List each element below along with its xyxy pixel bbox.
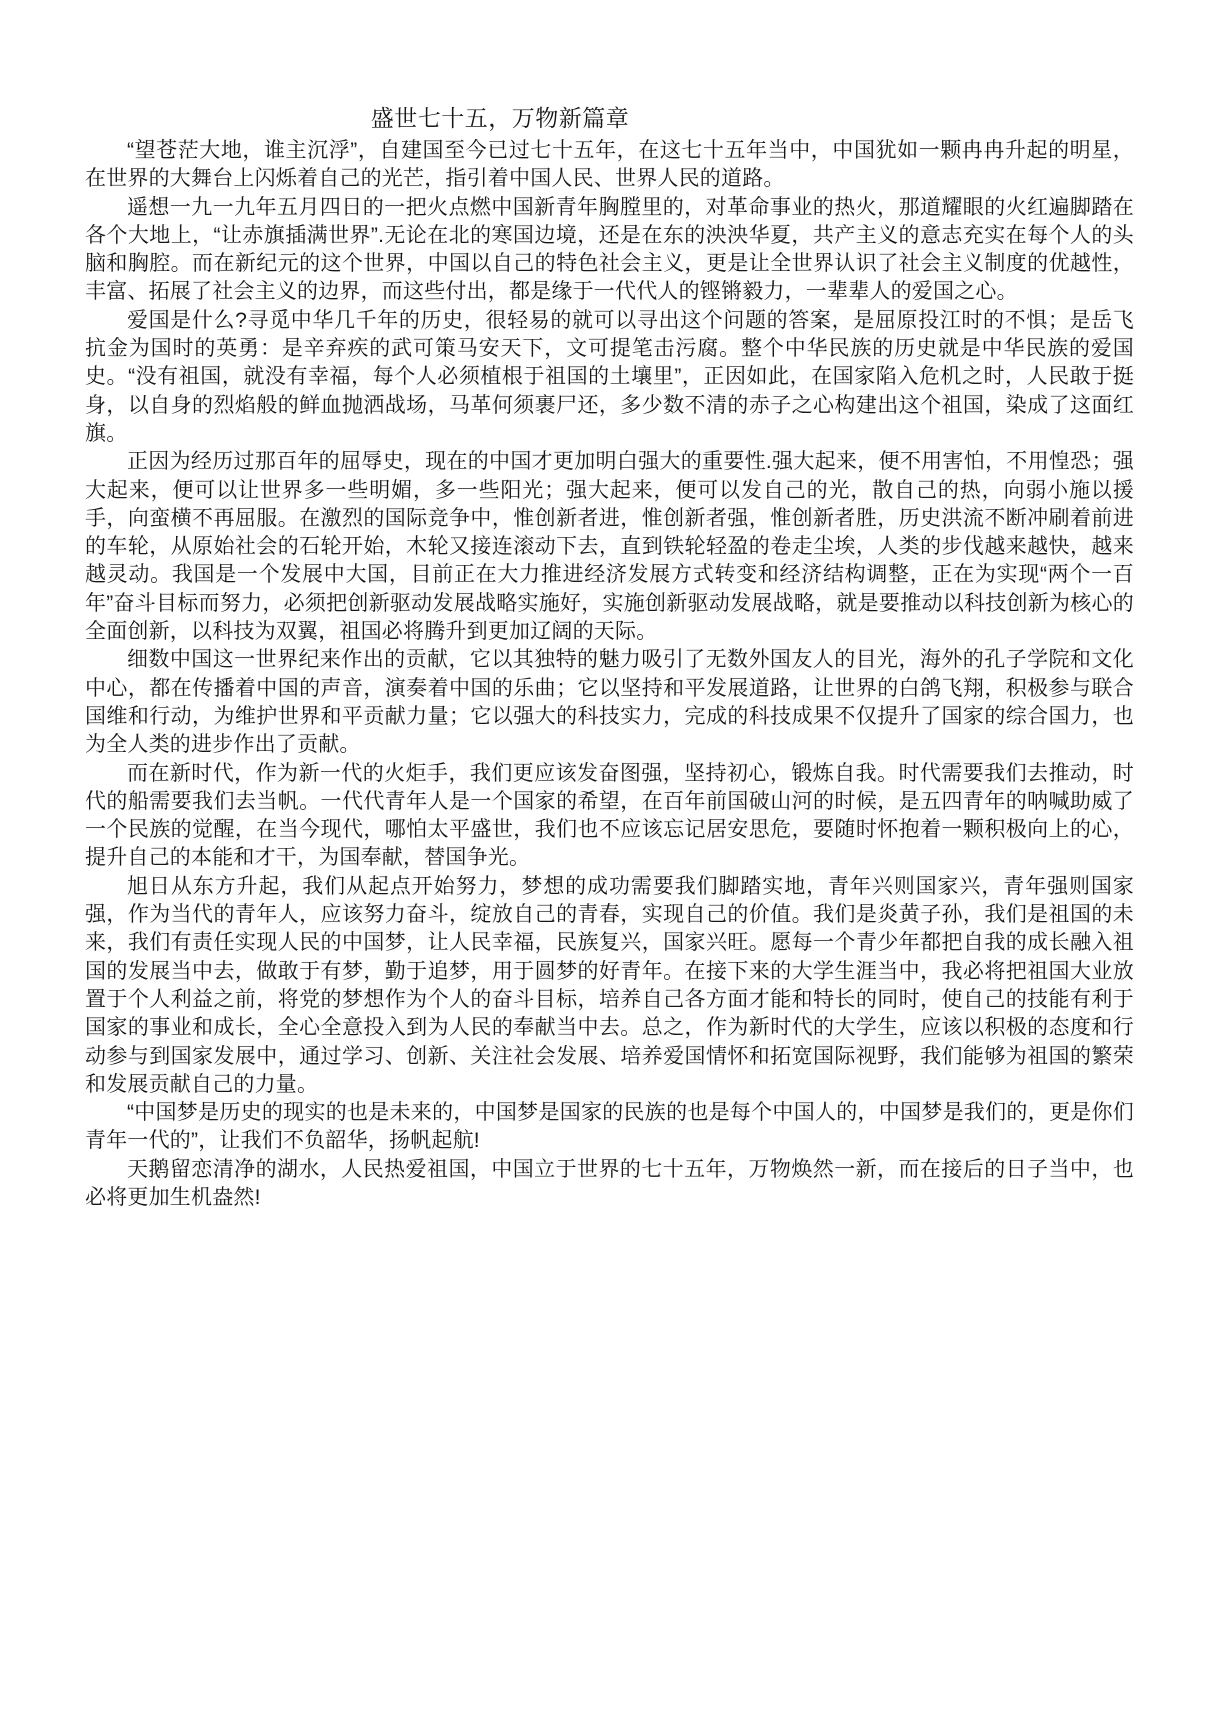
- paragraph-5: 细数中国这一世界纪来作出的贡献，它以其独特的魅力吸引了无数外国友人的目光，海外的孔子学院和文化中心，都在传播着中国的声音，演奏着中国的乐曲；它以坚持和平发展道路，让世界的白鸽飞翔，积极参与联合国维和行动，为维护世界和平贡献力量；它以强大的科技实力，完成的科技成果不仅提升了国家的综合国力，也为全人类的进步作出了贡献。: [85, 648, 1134, 757]
- essay-body: [85, 103, 1134, 1212]
- paragraph-7: 旭日从东方升起，我们从起点开始努力，梦想的成功需要我们脚踏实地，青年兴则国家兴，青年强则国家强，作为当代的青年人，应该努力奋斗，绽放自己的青春，实现自己的价值。我们是炎黄子孙，我们是祖国的未来，我们有责任实现人民的中国梦，让人民幸福，民族复兴，国家兴旺。愿每一个青少年都把自我的成长融入祖国的发展当中去，做敢于有梦，勤于追梦，用于圆梦的好青年。在接下来的大学生涯当中，我必将把祖国大业放置于个人利益之前，将党的梦想作为个人的奋斗目标，培养自己各方面才能和特长的同时，使自己的技能有利于国家的事业和成长，全心全意投入到为人民的奉献当中去。总之，作为新时代的大学生，应该以积极的态度和行动参与到国家发展中，通过学习、创新、关注社会发展、培养爱国情怀和拓宽国际视野，我们能够为祖国的繁荣和发展贡献自己的力量。: [85, 874, 1134, 1096]
- paragraph-9: 天鹅留恋清净的湖水，人民热爱祖国，中国立于世界的七十五年，万物焕然一新，而在接后的日子当中，也必将更加生机盎然!: [85, 1157, 1134, 1209]
- paragraph-3: 爱国是什么?寻觅中华几千年的历史，很轻易的就可以寻出这个问题的答案，是屈原投江时的不惧；是岳飞抗金为国时的英勇：是辛弃疾的武可策马安天下，文可提笔击污腐。整个中华民族的历史就是中华民族的爱国史。“没有祖国，就没有幸福，每个人必须植根于祖国的土壤里”，正因如此，在国家陷入危机之时，人民敢于挺身，以自身的烈焰般的鲜血抛洒战场，马革何须裹尸还，多少数不清的赤子之心构建出这个祖国，染成了这面红旗。: [85, 308, 1134, 445]
- paragraph-1: “望苍茫大地，谁主沉浮”，自建国至今已过七十五年，在这七十五年当中，中国犹如一颗冉冉升起的明星，在世界的大舞台上闪烁着自己的光芒，指引着中国人民、世界人民的道路。: [85, 139, 1134, 191]
- paragraph-6: 而在新时代，作为新一代的火炬手，我们更应该发奋图强，坚持初心，锻炼自我。时代需要我们去推动，时代的船需要我们去当帆。一代代青年人是一个国家的希望，在百年前国破山河的时候，是五四青年的呐喊助威了一个民族的觉醒，在当今现代，哪怕太平盛世，我们也不应该忘记居安思危，要随时怀抱着一颗积极向上的心，提升自己的本能和才干，为国奉献，替国争光。: [85, 761, 1134, 870]
- paragraph-2: 遥想一九一九年五月四日的一把火点燃中国新青年胸膛里的，对革命事业的热火，那道耀眼的火红遍脚踏在各个大地上，“让赤旗插满世界”.无论在北的寒国边境，还是在东的泱泱华夏，共产主义的意志充实在每个人的头脑和胸腔。而在新纪元的这个世界，中国以自己的特色社会主义，更是让全世界认识了社会主义制度的优越性，丰富、拓展了社会主义的边界，而这些付出，都是缘于一代代人的铿锵毅力，一辈辈人的爱国之心。: [85, 195, 1134, 304]
- paragraph-4: 正因为经历过那百年的屈辱史，现在的中国才更加明白强大的重要性.强大起来，便不用害怕，不用惶恐；强大起来，便可以让世界多一些明媚，多一些阳光；强大起来，便可以发自己的光，散自己的热，向弱小施以援手，向蛮横不再屈服。在激烈的国际竞争中，惟创新者进，惟创新者强，惟创新者胜，历史洪流不断冲刷着前进的车轮，从原始社会的石轮开始，木轮又接连滚动下去，直到铁轮轻盈的卷走尘埃，人类的步伐越来越快，越来越灵动。我国是一个发展中大国，目前正在大力推进经济发展方式转变和经济结构调整，正在为实现“两个一百年”奋斗目标而努力，必须把创新驱动发展战略实施好，实施创新驱动发展战略，就是要推动以科技创新为核心的全面创新，以科技为双翼，祖国必将腾升到更加辽阔的天际。: [85, 450, 1134, 644]
- document-title: 盛世七十五，万物新篇章: [370, 105, 630, 131]
- paragraph-8: “中国梦是历史的现实的也是未来的，中国梦是国家的民族的也是每个中国人的，中国梦是我们的，更是你们青年一代的”，让我们不负韶华，扬帆起航!: [85, 1101, 1134, 1153]
